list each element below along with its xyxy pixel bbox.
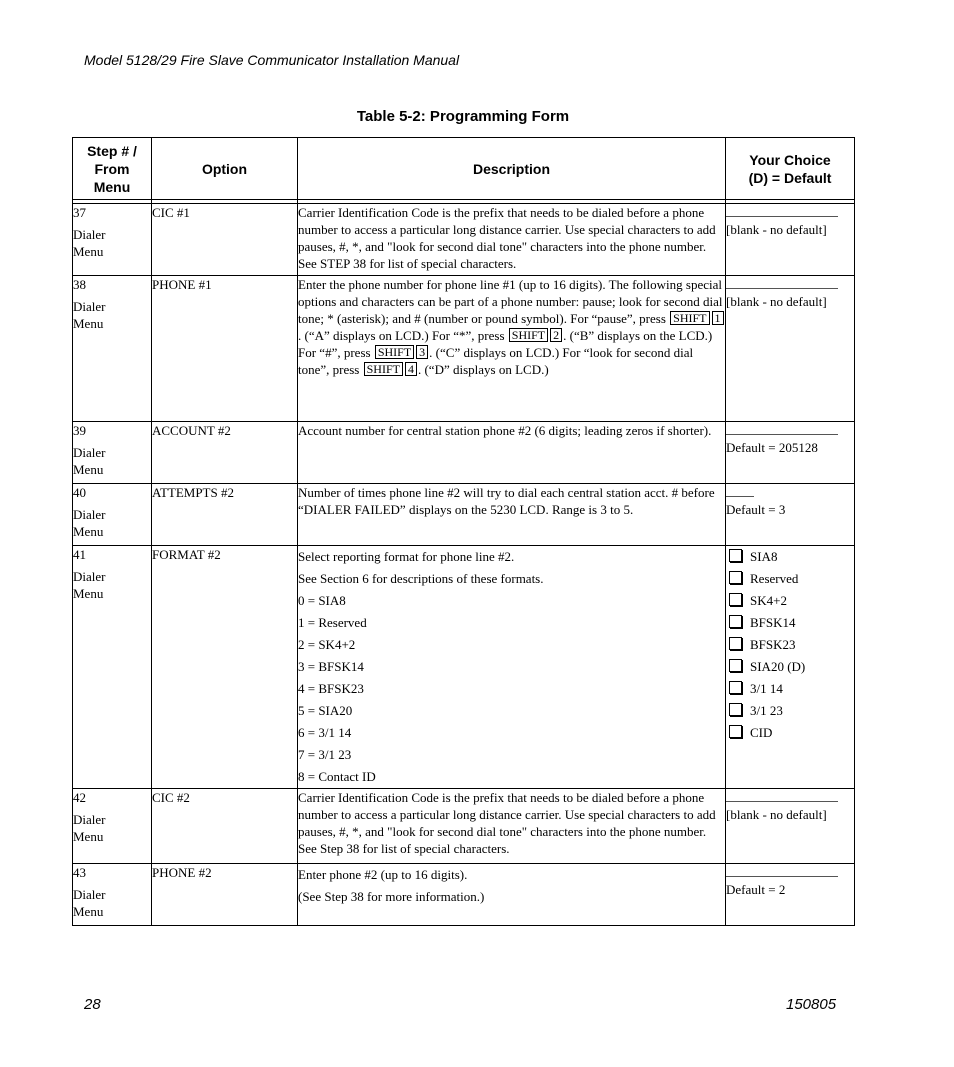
format-option-line: 7 = 3/1 23 [298,747,352,762]
step-number: 40 [73,485,86,500]
table-row [73,484,855,546]
step-cell [73,276,152,422]
table-title: Table 5-2: Programming Form [356,108,570,125]
running-head: Model 5128/29 Fire Slave Communicator Installation Manual [84,52,460,68]
format-option-line: 3 = BFSK14 [298,659,364,674]
step-cell [73,546,152,789]
choice-default: [blank - no default] [726,807,827,822]
format-choice[interactable] [726,568,854,590]
step-cell [73,789,152,864]
step-menu-line1: Dialer [73,299,106,314]
description-text: . (“D” displays on LCD.) [417,362,549,377]
format-choice[interactable] [726,634,854,656]
choice-blank-line[interactable] [726,424,838,435]
shift-key: SHIFT [509,328,548,342]
shift-key: SHIFT [364,362,403,376]
step-menu-line1: Dialer [73,887,106,902]
format-choice-label: SIA8 [750,549,778,564]
description-cell: Number of times phone line #2 will try to dial each central station acct. # before “DIALER FAILED” displays on the 5230 LCD. Range is 3 to 5. [298,484,726,546]
step-menu-line1: Dialer [73,507,106,522]
format-choice-label: BFSK23 [750,637,796,652]
checkbox-icon[interactable] [729,725,742,738]
step-menu-line1: Dialer [73,227,106,242]
checkbox-icon[interactable] [729,549,742,562]
column-header-choice [726,138,855,200]
format-choice[interactable] [726,700,854,722]
option-cell: ACCOUNT #2 [152,422,298,484]
step-menu-line2: Menu [73,524,104,539]
choice-default: [blank - no default] [726,294,827,309]
option-cell: PHONE #2 [152,864,298,926]
key-1: 1 [712,311,724,325]
table-row [73,789,855,864]
table-row [73,204,855,276]
shift-key: SHIFT [670,311,709,325]
format-option-line: 2 = SK4+2 [298,637,356,652]
checkbox-icon[interactable] [729,703,742,716]
format-choice[interactable] [726,722,854,744]
choice-cell [726,484,855,546]
table-row [73,422,855,484]
choice-blank-line[interactable] [726,486,754,497]
format-description-line: Select reporting format for phone line #2. [298,549,515,564]
step-menu-line1: Dialer [73,445,106,460]
choice-cell [726,864,855,926]
description-text: . (“A” displays on LCD.) For “*”, press [298,328,508,343]
key-3: 3 [416,345,428,359]
column-header-option: Option [152,138,298,200]
format-choice-label: 3/1 23 [750,703,783,718]
document-number: 150805 [786,996,837,1013]
format-choice-label: CID [750,725,773,740]
option-cell: PHONE #1 [152,276,298,422]
step-cell [73,204,152,276]
format-choice[interactable] [726,656,854,678]
choice-default: Default = 2 [726,882,786,897]
step-menu-line2: Menu [73,462,104,477]
format-option-line: 0 = SIA8 [298,593,346,608]
description-cell [298,864,726,926]
choice-blank-line[interactable] [726,791,838,802]
column-header-step-line3: Menu [93,178,131,195]
description-cell: Carrier Identification Code is the prefix that needs to be dialed before a phone number to access a particular long distance carrier. Use special characters to add pauses, #, *, and "look for second dial tone" characters into the phone number. See STEP 38 for list of special characters. [298,204,726,276]
table-row [73,864,855,926]
format-choice[interactable] [726,590,854,612]
description-line: (See Step 38 for more information.) [298,889,485,904]
step-menu-line2: Menu [73,316,104,331]
format-option-line: 5 = SIA20 [298,703,353,718]
checkbox-icon[interactable] [729,659,742,672]
step-menu-line1: Dialer [73,812,106,827]
column-header-choice-line2: (D) = Default [748,169,832,186]
step-number: 41 [73,547,86,562]
step-menu-line2: Menu [73,244,104,259]
format-option-line: 6 = 3/1 14 [298,725,352,740]
choice-default: Default = 205128 [726,440,818,455]
page-number: 28 [84,996,101,1013]
programming-form-table [72,137,855,926]
description-line: Enter phone #2 (up to 16 digits). [298,867,468,882]
checkbox-icon[interactable] [729,615,742,628]
description-text: . (“B” displays on the LCD.) For “#”, press [298,328,713,360]
choice-blank-line[interactable] [726,278,838,289]
format-choice[interactable] [726,612,854,634]
step-menu-line1: Dialer [73,569,106,584]
option-cell: CIC #2 [152,789,298,864]
format-choice[interactable] [726,678,854,700]
choice-cell [726,546,855,789]
checkbox-icon[interactable] [729,681,742,694]
format-option-line: 4 = BFSK23 [298,681,364,696]
choice-cell [726,422,855,484]
key-2: 2 [550,328,562,342]
step-number: 42 [73,790,86,805]
step-cell [73,484,152,546]
format-choice-label: SIA20 (D) [750,659,806,674]
column-header-step [73,138,152,200]
choice-cell [726,204,855,276]
option-cell: FORMAT #2 [152,546,298,789]
format-choice-label: SK4+2 [750,593,787,608]
shift-key: SHIFT [375,345,414,359]
format-description-line: See Section 6 for descriptions of these formats. [298,571,544,586]
checkbox-icon[interactable] [729,637,742,650]
format-choice-label: Reserved [750,571,799,586]
step-cell [73,864,152,926]
table-header-row [73,138,855,200]
step-menu-line2: Menu [73,904,104,919]
choice-default: [blank - no default] [726,222,827,237]
step-menu-line2: Menu [73,829,104,844]
choice-default: Default = 3 [726,502,786,517]
key-4: 4 [405,362,417,376]
step-number: 37 [73,205,86,220]
checkbox-icon[interactable] [729,571,742,584]
format-choice-label: 3/1 14 [750,681,783,696]
format-choice-label: BFSK14 [750,615,796,630]
column-header-description: Description [298,138,726,200]
choice-blank-line[interactable] [726,206,838,217]
description-text: . (“C” displays on LCD.) For “look for second dial tone”, press [298,345,694,377]
choice-cell [726,276,855,422]
format-option-line: 1 = Reserved [298,615,367,630]
format-option-line: 8 = Contact ID [298,769,376,784]
table-row [73,276,855,422]
step-cell [73,422,152,484]
column-header-step-line1: Step # / [87,142,137,159]
description-cell [298,546,726,789]
choice-blank-line[interactable] [726,866,838,877]
checkbox-icon[interactable] [729,593,742,606]
table-row [73,546,855,789]
description-text: Enter the phone number for phone line #1 (up to 16 digits). The following special options and characters can be part of a phone number: pause; look for second dial tone; * (asterisk); and # (number or pound symbol). For “pause”, press [298,277,723,326]
choice-cell [726,789,855,864]
description-cell: Carrier Identification Code is the prefix that needs to be dialed before a phone number to access a particular long distance carrier. Use special characters to add pauses, #, *, and "look for second dial tone" characters into the phone number. See Step 38 for list of special characters. [298,789,726,864]
description-cell [298,276,726,422]
step-menu-line2: Menu [73,586,104,601]
step-number: 39 [73,423,86,438]
option-cell: ATTEMPTS #2 [152,484,298,546]
column-header-choice-line1: Your Choice [749,151,831,168]
description-cell: Account number for central station phone #2 (6 digits; leading zeros if shorter). [298,422,726,484]
step-number: 43 [73,865,86,880]
option-cell: CIC #1 [152,204,298,276]
step-number: 38 [73,277,86,292]
column-header-step-line2: From [94,160,130,177]
format-choice[interactable] [726,546,854,568]
